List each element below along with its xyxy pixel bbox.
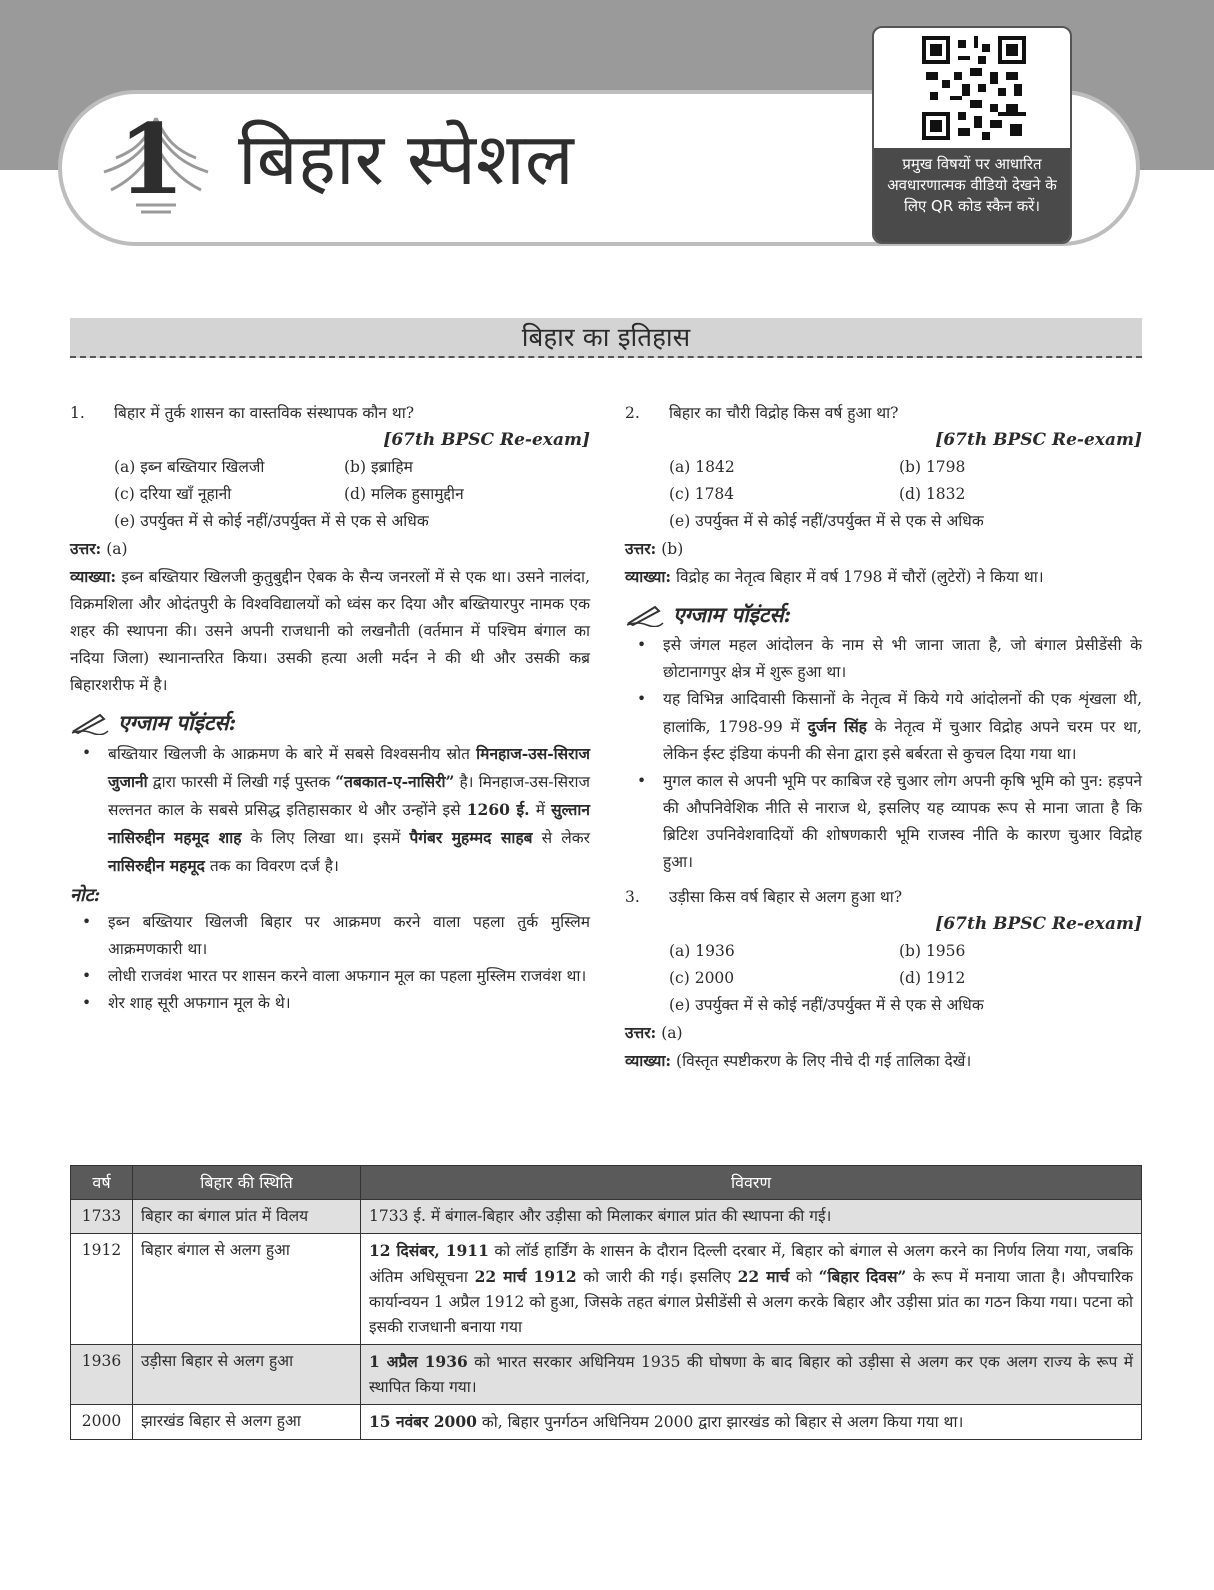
table-row bbox=[71, 1200, 1142, 1234]
pen-icon bbox=[70, 711, 110, 735]
options bbox=[625, 454, 1142, 508]
question-3 bbox=[625, 884, 1142, 911]
option-a: (a) 1842 bbox=[669, 458, 735, 476]
pointer-list bbox=[625, 632, 1142, 876]
qr-code-icon[interactable] bbox=[922, 36, 1026, 140]
status-cell: झारखंड बिहार से अलग हुआ bbox=[133, 1405, 361, 1440]
answer-value: (a) bbox=[661, 1024, 683, 1042]
right-column bbox=[625, 400, 1142, 1075]
answer bbox=[70, 535, 590, 563]
bold-text: नासिरुद्दीन महमूद bbox=[108, 856, 205, 875]
status-cell: बिहार बंगाल से अलग हुआ bbox=[133, 1234, 361, 1345]
options bbox=[625, 938, 1142, 992]
text: को, बिहार पुनर्गठन अधिनियम 2000 द्वारा झारखंड को बिहार से अलग किया गया था। bbox=[476, 1413, 964, 1431]
bold-text: दुर्जन सिंह bbox=[807, 717, 867, 736]
list-item bbox=[70, 740, 590, 880]
table-row bbox=[71, 1234, 1142, 1345]
answer-value: (a) bbox=[106, 540, 128, 558]
text: बख्तियार खिलजी के आक्रमण के बारे में सबसे विश्वसनीय स्रोत bbox=[108, 745, 477, 763]
option-e: (e) उपर्युक्त में से कोई नहीं/उपर्युक्त में से एक से अधिक bbox=[114, 512, 429, 530]
bold-text: 12 दिसंबर, 1911 bbox=[369, 1241, 489, 1260]
option-c: (c) दरिया खाँ नूहानी bbox=[114, 485, 232, 503]
option-b: (b) 1956 bbox=[899, 942, 966, 960]
option-a: (a) इब्न बख्तियार खिलजी bbox=[114, 458, 265, 476]
text: यह विभिन्न आदिवासी किसानों के नेतृत्व में किये गये आंदोलनों की एक शृंखला थी, हालांकि, 1798-99 में bbox=[663, 690, 1142, 736]
exam-source: [67th BPSC Re-exam] bbox=[935, 914, 1142, 934]
bold-text: 1 अप्रैल 1936 bbox=[369, 1352, 468, 1371]
explanation-label: व्याख्या: bbox=[625, 1051, 672, 1070]
year-cell: 1733 bbox=[71, 1200, 133, 1234]
bold-text: “बिहार दिवस” bbox=[818, 1267, 907, 1286]
year-cell: 2000 bbox=[71, 1405, 133, 1440]
year-cell: 1936 bbox=[71, 1345, 133, 1405]
explanation-text: (विस्तृत स्पष्टीकरण के लिए नीचे दी गई तालिका देखें। bbox=[676, 1052, 972, 1070]
explanation bbox=[625, 1047, 1142, 1075]
table-row bbox=[71, 1345, 1142, 1405]
explanation-text: विद्रोह का नेतृत्व बिहार में वर्ष 1798 में चौरों (लुटेरों) ने किया था। bbox=[676, 568, 1044, 586]
list-item: • इसे जंगल महल आंदोलन के नाम से भी जाना जाता है, जो बंगाल प्रेसीडेंसी के छोटानागपुर क्षेत्र में शुरू हुआ था। bbox=[625, 632, 1142, 686]
column-header-status: बिहार की स्थिति bbox=[133, 1166, 361, 1200]
exam-pointers-heading bbox=[70, 709, 590, 736]
detail-cell bbox=[361, 1345, 1142, 1405]
text: से लेकर bbox=[532, 829, 590, 847]
exam-pointers-title: एग्जाम पॉइंटर्स: bbox=[673, 602, 792, 627]
bold-text: सुल्तान नासिरुद्दीन महमूद शाह bbox=[108, 800, 590, 847]
option-b: (b) 1798 bbox=[899, 458, 966, 476]
explanation-label: व्याख्या: bbox=[625, 567, 672, 586]
answer-value: (b) bbox=[661, 540, 684, 558]
answer bbox=[625, 1019, 1142, 1047]
text: को bbox=[789, 1268, 819, 1286]
list-item: • इब्न बख्तियार खिलजी बिहार पर आक्रमण करने वाला पहला तुर्क मुस्लिम आक्रमणकारी था। bbox=[70, 909, 590, 963]
option-d: (d) 1832 bbox=[899, 485, 966, 503]
bold-text: मिनहाज-उस-सिराज जुजानी bbox=[108, 744, 590, 791]
question-1 bbox=[70, 400, 590, 427]
option-a: (a) 1936 bbox=[669, 942, 735, 960]
table-header-row bbox=[71, 1166, 1142, 1200]
chapter-number: 1 bbox=[118, 103, 185, 216]
explanation-text: इब्न बख्तियार खिलजी कुतुबुद्दीन ऐबक के सैन्य जनरलों में से एक था। उसने नालंदा, विक्रमशिला और ओदंतपुरी के विश्वविद्यालयों को ध्वंस कर दिया और बख्तियारपुर नामक एक शहर की स्थापना की। उसने अपनी राजधानी को लखनौती (वर्तमान में पश्चिम बंगाल का नदिया जिला) स्थानान्तरित किया। उसकी हत्या अली मर्दन ने की थी और उसकी कब्र बिहारशरीफ में है। bbox=[70, 568, 590, 694]
option-e: (e) उपर्युक्त में से कोई नहीं/उपर्युक्त में से एक से अधिक bbox=[669, 996, 984, 1014]
text: के नेतृत्व में चुआर विद्रोह अपने चरम पर था, लेकिन ईस्ट इंडिया कंपनी की सेना द्वारा इसे बर्बरता से कुचल दिया गया था। bbox=[663, 718, 1142, 763]
question-number: 1. bbox=[70, 404, 85, 422]
text: को जारी की गई। इसलिए bbox=[576, 1268, 738, 1286]
options bbox=[70, 454, 590, 508]
exam-pointers-title: एग्जाम पॉइंटर्स: bbox=[118, 710, 237, 735]
pen-icon bbox=[625, 603, 665, 627]
status-cell: उड़ीसा बिहार से अलग हुआ bbox=[133, 1345, 361, 1405]
year-cell: 1912 bbox=[71, 1234, 133, 1345]
detail-cell bbox=[361, 1405, 1142, 1440]
answer-label: उत्तर: bbox=[625, 1023, 657, 1042]
question-number: 2. bbox=[625, 404, 640, 422]
explanation bbox=[70, 563, 590, 699]
answer-label: उत्तर: bbox=[625, 539, 657, 558]
option-e: (e) उपर्युक्त में से कोई नहीं/उपर्युक्त में से एक से अधिक bbox=[669, 512, 984, 530]
list-item: • शेर शाह सूरी अफगान मूल के थे। bbox=[70, 990, 590, 1017]
option-c: (c) 1784 bbox=[669, 485, 735, 503]
column-header-detail: विवरण bbox=[361, 1166, 1142, 1200]
explanation bbox=[625, 563, 1142, 591]
detail-cell bbox=[361, 1234, 1142, 1345]
qr-card bbox=[872, 26, 1072, 244]
bold-text: 1260 ई. bbox=[466, 800, 530, 819]
question-text: बिहार में तुर्क शासन का वास्तविक संस्थापक कौन था? bbox=[114, 404, 415, 422]
left-column bbox=[70, 400, 590, 1017]
text: में bbox=[529, 801, 552, 819]
bold-text: “तबकात-ए-नासिरी” bbox=[335, 772, 455, 791]
question-text: उड़ीसा किस वर्ष बिहार से अलग हुआ था? bbox=[669, 888, 903, 906]
list-item: • मुगल काल से अपनी भूमि पर काबिज रहे चुआर लोग अपनी कृषि भूमि को पुन: हड़पने की औपनिवेशिक नीति से नाराज थे, इसलिए यह व्यापक रूप से माना जाता है कि ब्रिटिश उपनिवेशवादियों की शोषणकारी भूमि राजस्व नीति के कारण चुआर विद्रोह हुआ। bbox=[625, 768, 1142, 876]
answer-label: उत्तर: bbox=[70, 539, 102, 558]
section-title: बिहार का इतिहास bbox=[70, 318, 1142, 358]
question-number: 3. bbox=[625, 888, 640, 906]
explanation-label: व्याख्या: bbox=[70, 567, 117, 586]
list-item: • लोधी राजवंश भारत पर शासन करने वाला अफगान मूल का पहला मुस्लिम राजवंश था। bbox=[70, 963, 590, 990]
column-header-year: वर्ष bbox=[71, 1166, 133, 1200]
exam-source: [67th BPSC Re-exam] bbox=[935, 430, 1142, 450]
bold-text: 15 नवंबर 2000 bbox=[369, 1412, 477, 1431]
note-heading: नोट: bbox=[70, 885, 101, 906]
bold-text: 22 मार्च 1912 bbox=[474, 1267, 577, 1286]
option-c: (c) 2000 bbox=[669, 969, 735, 987]
question-text: बिहार का चौरी विद्रोह किस वर्ष हुआ था? bbox=[669, 404, 899, 422]
text: है। मिनहाज-उस-सिराज सल्तनत काल के सबसे प्रसिद्ध इतिहासकार थे और उन्होंने इसे bbox=[108, 773, 590, 819]
detail-cell: 1733 ई. में बंगाल-बिहार और उड़ीसा को मिलाकर बंगाल प्रांत की स्थापना की गई। bbox=[361, 1200, 1142, 1234]
exam-source: [67th BPSC Re-exam] bbox=[383, 430, 590, 450]
option-b: (b) इब्राहिम bbox=[344, 458, 413, 476]
note-list bbox=[70, 909, 590, 1017]
status-cell: बिहार का बंगाल प्रांत में विलय bbox=[133, 1200, 361, 1234]
exam-pointers-heading bbox=[625, 601, 1142, 628]
bold-text: 22 मार्च bbox=[737, 1267, 790, 1286]
question-2 bbox=[625, 400, 1142, 427]
bold-text: पैगंबर मुहम्मद साहब bbox=[409, 828, 533, 847]
history-table bbox=[70, 1165, 1142, 1440]
table-row bbox=[71, 1405, 1142, 1440]
option-d: (d) 1912 bbox=[899, 969, 966, 987]
text: को भारत सरकार अधिनियम 1935 की घोषणा के बाद बिहार को उड़ीसा से अलग कर एक अलग राज्य के रूप में स्थापित किया गया। bbox=[369, 1353, 1134, 1396]
qr-caption: प्रमुख विषयों पर आधारित अवधारणात्मक वीडियो देखने के लिए QR कोड स्कैन करें। bbox=[874, 148, 1070, 244]
text: को लॉर्ड हार्डिंग के शासन के दौरान दिल्ली दरबार में, बिहार को बंगाल से अलग करने का निर्णय लिया गया, जबकि अंतिम अधिसूचना bbox=[369, 1242, 1134, 1286]
text: के रूप में मनाया जाता है। औपचारिक कार्यान्वयन 1 अप्रैल 1912 को हुआ, जिसके तहत बंगाल प्रेसीडेंसी से अलग करके बिहार और उड़ीसा प्रांत का गठन किया गया। पटना को इसकी राजधानी बनाया गया bbox=[369, 1268, 1133, 1336]
text: द्वारा फारसी में लिखी गई पुस्तक bbox=[147, 773, 336, 791]
list-item bbox=[625, 686, 1142, 768]
pointer-list bbox=[70, 740, 590, 880]
text: तक का विवरण दर्ज है। bbox=[204, 857, 339, 875]
text: के लिए लिखा था। इसमें bbox=[241, 829, 410, 847]
answer bbox=[625, 535, 1142, 563]
chapter-title: बिहार स्पेशल bbox=[238, 117, 574, 201]
option-d: (d) मलिक हुसामुद्दीन bbox=[344, 485, 464, 503]
